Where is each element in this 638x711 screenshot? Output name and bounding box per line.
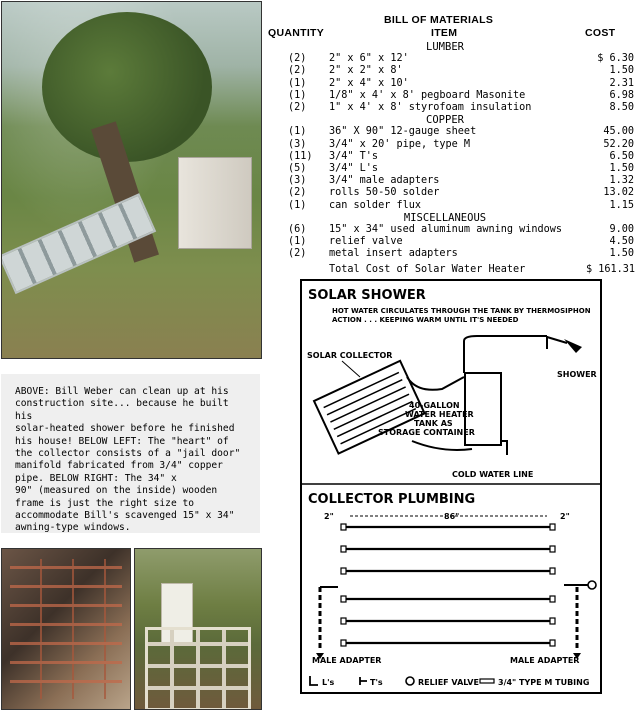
bom-row-item: 1" x 4' x 8' styrofoam insulation xyxy=(329,102,532,113)
bom-row-cost: 6.98 xyxy=(609,89,634,101)
bom-row-qty: (6) xyxy=(288,224,307,235)
bom-row-item: 3/4" male adapters xyxy=(329,175,440,187)
diagram-return-pipe xyxy=(412,441,472,450)
bom-row-item: 2" x 4" x 10' xyxy=(329,77,409,89)
diagram-solar-title: SOLAR SHOWER xyxy=(308,288,426,303)
bom-row xyxy=(270,175,634,187)
diagram-dim-left: 2" xyxy=(324,512,334,521)
legend-ts: T's xyxy=(370,678,383,687)
bom-section-header: MISCELLANEOUS xyxy=(403,211,487,224)
diagram-solar-sub1: HOT WATER CIRCULATES THROUGH THE TANK BY THERMOSIPHON xyxy=(332,307,591,315)
bom-row-cost: 4.50 xyxy=(609,236,634,248)
diagram-pointer-collector xyxy=(342,361,360,377)
bom-row xyxy=(270,200,634,212)
photo-manifold-grid xyxy=(10,559,122,699)
photo-solar-shower-site xyxy=(1,1,262,359)
diagram-dim-right: 2" xyxy=(560,512,570,521)
bom-row-qty: (1) xyxy=(288,199,307,211)
bom-row-item: 2" x 6" x 12' xyxy=(329,53,409,65)
bom-row xyxy=(270,187,634,199)
bom-row-qty: (1) xyxy=(288,126,307,138)
bom-row-qty: (2) xyxy=(288,53,307,65)
diagram-shower-pipe xyxy=(464,336,547,373)
diagram-shower-head-icon xyxy=(547,337,582,353)
bom-row xyxy=(270,248,634,260)
bom-row-item: 1/8" x 4' x 8' pegboard Masonite xyxy=(329,89,526,101)
photo-copper-manifold xyxy=(1,548,131,710)
legend-relief: RELIEF VALVE xyxy=(418,678,479,687)
photo-tree xyxy=(42,12,212,162)
bom-total-cost: $ 161.31 xyxy=(586,264,636,275)
photo-frame xyxy=(145,627,251,710)
bom-row-item: can solder flux xyxy=(329,199,422,211)
diagram-plumbing-title: COLLECTOR PLUMBING xyxy=(308,492,476,507)
bom-row xyxy=(270,224,634,236)
legend-t-icon xyxy=(360,677,367,685)
bom-row xyxy=(270,163,634,175)
diagram-label-tank2: WATER HEATER xyxy=(405,410,474,419)
bom-row-cost: 1.32 xyxy=(609,175,634,187)
bom-row-item: 15" x 34" used aluminum awning windows xyxy=(329,224,563,235)
diagram-hot-pipe xyxy=(407,377,464,390)
diagram-dim-mid: 86" xyxy=(444,512,460,521)
diagram-label-tank4: STORAGE CONTAINER xyxy=(378,428,475,437)
diagram-label-shower: SHOWER xyxy=(557,370,597,379)
diagram-label-male-right: MALE ADAPTER xyxy=(510,656,580,665)
bom-row-qty: (1) xyxy=(288,77,307,89)
bom-row-cost: 8.50 xyxy=(609,102,634,113)
bom-row-item: 3/4" L's xyxy=(329,163,379,174)
bom-row-cost: 1.50 xyxy=(609,248,634,260)
bom-row-item: relief valve xyxy=(329,236,403,248)
bom-row-item: 3/4" T's xyxy=(329,150,379,162)
diagram-plumbing-grid xyxy=(316,524,596,659)
bom-row-item: 36" X 90" 12-gauge sheet xyxy=(329,126,477,138)
bom-row xyxy=(270,78,634,90)
bom-row-cost: 1.15 xyxy=(609,199,634,211)
bom-header-item: ITEM xyxy=(431,27,458,39)
bom-row-qty: (3) xyxy=(288,138,307,150)
bom-row xyxy=(270,139,634,151)
legend-ls: L's xyxy=(322,678,335,687)
bom-row-item: 2" x 2" x 8' xyxy=(329,65,403,77)
diagram-solar-sub2: ACTION . . . KEEPING WARM UNTIL IT'S NEEDED xyxy=(332,316,519,324)
bom-row-cost: 1.50 xyxy=(609,65,634,77)
bom-row-item: metal insert adapters xyxy=(329,248,458,260)
diagram-label-tank1: 40-GALLON xyxy=(409,401,460,410)
photo-wooden-frame xyxy=(134,548,262,710)
bom-row xyxy=(270,102,634,114)
photo-caption: ABOVE: Bill Weber can clean up at his construction site... because he built his solar-heated shower before he finished his house! BELOW LEFT: The "heart" of the collector consists of a "jail door" manifold fabricated from 3/4" copper pipe. BELOW RIGHT: The 34" x 90" (measured on the inside) wooden frame is just the right size to accommodate Bill's scavenged 15" x 34" awning-type windows. xyxy=(1,374,260,533)
bom-row-qty: (1) xyxy=(288,236,307,248)
bom-row-cost: 6.50 xyxy=(609,150,634,162)
bom-row xyxy=(270,90,634,102)
diagram-svg xyxy=(302,281,600,692)
bom-section-header: LUMBER xyxy=(426,41,464,53)
bom-row-qty: (2) xyxy=(288,187,307,199)
bom-row xyxy=(270,151,634,163)
bom-row-cost: 13.02 xyxy=(603,187,634,199)
bom-header-quantity: QUANTITY xyxy=(268,27,325,39)
bom-row-cost: $ 6.30 xyxy=(597,53,634,65)
bom-row xyxy=(270,236,634,248)
photo-shower-curtain xyxy=(178,157,252,249)
bom-row-qty: (3) xyxy=(288,175,307,187)
legend-tubing: 3/4" TYPE M TUBING xyxy=(498,678,590,687)
bom-row-qty: (2) xyxy=(288,248,307,260)
bom-total-label: Total Cost of Solar Water Heater xyxy=(329,264,526,275)
bom-row-item: 3/4" x 20' pipe, type M xyxy=(329,138,471,150)
diagram-label-male-left: MALE ADAPTER xyxy=(312,656,382,665)
legend-relief-valve-icon xyxy=(406,677,414,685)
bom-row-cost: 52.20 xyxy=(603,138,634,150)
bom-section-header: COPPER xyxy=(426,114,464,127)
bom-row-cost: 1.50 xyxy=(609,163,634,174)
bom-row-cost: 2.31 xyxy=(609,77,634,89)
bom-row xyxy=(270,53,634,65)
legend-tubing-icon xyxy=(480,679,494,683)
legend-l-icon xyxy=(310,676,318,685)
solar-shower-diagram xyxy=(300,279,602,694)
bom-row-qty: (1) xyxy=(288,89,307,101)
diagram-label-cold-water: COLD WATER LINE xyxy=(452,470,534,479)
bom-row xyxy=(270,126,634,138)
bom-row-qty: (2) xyxy=(288,65,307,77)
diagram-label-solar-collector: SOLAR COLLECTOR xyxy=(307,351,393,360)
bom-row-qty: (2) xyxy=(288,102,307,113)
bom-row-cost: 9.00 xyxy=(609,224,634,235)
bom-row-qty: (11) xyxy=(288,150,313,162)
bom-row-qty: (5) xyxy=(288,163,307,174)
bom-row-cost: 45.00 xyxy=(603,126,634,138)
bom-row xyxy=(270,65,634,77)
bom-header-cost: COST xyxy=(585,27,616,39)
bom-title: BILL OF MATERIALS xyxy=(384,14,494,26)
bom-row-item: rolls 50-50 solder xyxy=(329,187,440,199)
diagram-label-tank3: TANK AS xyxy=(414,419,453,428)
